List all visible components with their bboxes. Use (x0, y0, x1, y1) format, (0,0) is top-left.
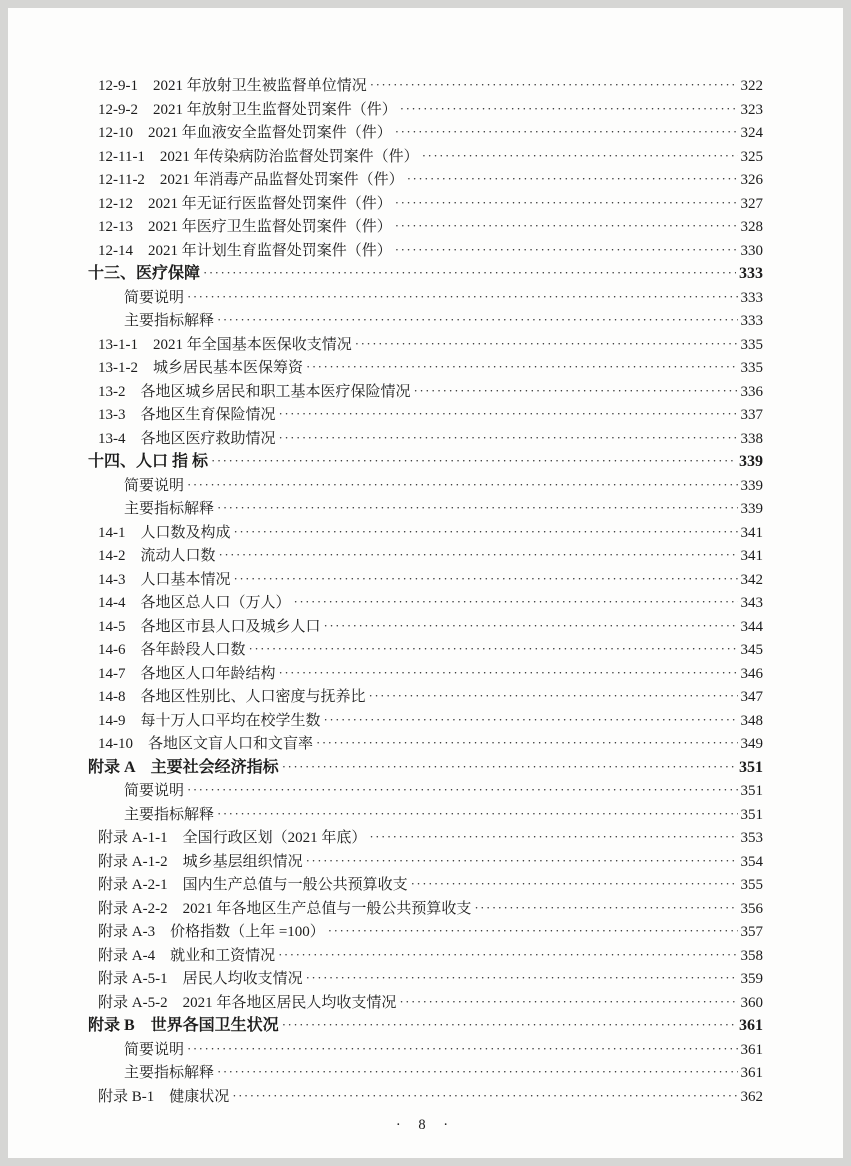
toc-entry-row (88, 98, 763, 122)
toc-leader-dots (399, 990, 737, 1014)
toc-entry-label: 12-11-2 2021 年消毒产品监督处罚案件（件） (98, 172, 404, 188)
toc-entry-row (88, 897, 763, 921)
toc-leader-dots (400, 97, 738, 121)
toc-leader-dots (232, 1084, 737, 1108)
toc-page-number: 333 (739, 265, 763, 282)
page-footer (88, 1117, 763, 1134)
toc-entry-label: 13-1-1 2021 年全国基本医保收支情况 (98, 336, 352, 353)
toc-page-number: 346 (740, 665, 763, 682)
toc-leader-dots (234, 567, 738, 591)
toc-entry-label: 12-14 2021 年计划生育监督处罚案件（件） (98, 242, 392, 259)
toc-section-row (88, 1014, 763, 1038)
toc-leader-dots (422, 144, 738, 168)
toc-entry-label: 主要指标解释 (124, 1065, 215, 1081)
toc-entry-label: 附录 A-2-1 国内生产总值与一般公共预算收支 (98, 877, 408, 893)
toc-leader-dots (279, 661, 738, 685)
toc-entry-label: 附录 A-1-2 城乡基层组织情况 (98, 853, 303, 870)
toc-leader-dots (187, 1037, 737, 1061)
toc-entry-row (88, 732, 763, 756)
toc-page-number: 359 (740, 971, 763, 987)
toc-page-number: 349 (740, 736, 763, 752)
toc-entry-row (88, 685, 763, 709)
toc-entry-row (88, 1038, 763, 1062)
toc-leader-dots (395, 214, 738, 238)
toc-page-number: 358 (740, 947, 763, 964)
toc-page-number: 351 (740, 783, 763, 799)
toc-page-number: 353 (740, 830, 763, 846)
toc-entry-label: 13-1-2 城乡居民基本医保筹资 (98, 360, 303, 376)
toc-entry-row (88, 873, 763, 897)
toc-leader-dots (407, 167, 738, 191)
toc-page-number: 338 (740, 430, 763, 447)
toc-page-number: 325 (740, 148, 763, 165)
toc-leader-dots (211, 449, 736, 473)
toc-page-number: 344 (740, 618, 763, 635)
toc-page-number: 339 (739, 453, 763, 470)
toc-entry-row (88, 615, 763, 639)
toc-leader-dots (306, 355, 738, 379)
toc-list (88, 74, 763, 1108)
toc-leader-dots (306, 849, 738, 873)
toc-entry-label: 主要指标解释 (124, 806, 215, 823)
toc-entry-row (88, 286, 763, 310)
toc-entry-row (88, 427, 763, 451)
toc-entry-label: 14-9 每十万人口平均在校学生数 (98, 712, 321, 729)
toc-entry-label: 附录 A-3 价格指数（上年 =100） (98, 924, 325, 940)
toc-leader-dots (187, 285, 737, 309)
toc-entry-row (88, 74, 763, 98)
toc-entry-row (88, 638, 763, 662)
toc-leader-dots (187, 778, 737, 802)
toc-entry-row (88, 1085, 763, 1109)
toc-page-number: 333 (740, 313, 763, 329)
toc-entry-row (88, 309, 763, 333)
toc-page-number: 361 (740, 1041, 763, 1058)
toc-section-row (88, 450, 763, 474)
toc-entry-label: 附录 A-2-2 2021 年各地区生产总值与一般公共预算收支 (98, 900, 472, 917)
toc-page-number: 345 (740, 642, 763, 658)
toc-entry-row (88, 215, 763, 239)
toc-page-number: 360 (740, 994, 763, 1011)
toc-page-number: 335 (740, 360, 763, 376)
toc-entry-row (88, 944, 763, 968)
toc-leader-dots (316, 731, 738, 755)
toc-entry-row (88, 497, 763, 521)
toc-leader-dots (234, 520, 738, 544)
toc-leader-dots (217, 1060, 737, 1084)
toc-leader-dots (219, 543, 738, 567)
toc-page-number: 327 (740, 195, 763, 212)
toc-page-number: 336 (740, 383, 763, 400)
toc-leader-dots (306, 966, 738, 990)
toc-entry-label: 14-6 各年龄段人口数 (98, 642, 246, 658)
toc-page-number: 337 (740, 407, 763, 423)
toc-leader-dots (279, 402, 738, 426)
toc-entry-label: 简要说明 (124, 289, 185, 306)
toc-entry-label: 14-2 流动人口数 (98, 548, 216, 564)
toc-entry-label: 13-2 各地区城乡居民和职工基本医疗保险情况 (98, 383, 411, 400)
toc-entry-label: 14-8 各地区性别比、人口密度与抚养比 (98, 689, 366, 705)
toc-entry-row (88, 709, 763, 733)
toc-entry-row (88, 591, 763, 615)
toc-entry-label: 主要指标解释 (124, 313, 215, 329)
toc-entry-label: 14-10 各地区文盲人口和文盲率 (98, 736, 313, 752)
toc-leader-dots (370, 73, 738, 97)
toc-entry-row (88, 991, 763, 1015)
toc-entry-row (88, 145, 763, 169)
toc-page-number: 322 (740, 78, 763, 94)
toc-entry-row (88, 920, 763, 944)
toc-entry-label: 14-7 各地区人口年龄结构 (98, 665, 276, 682)
toc-page-number: 351 (739, 758, 763, 776)
toc-page-number: 351 (740, 806, 763, 823)
toc-leader-dots (474, 896, 737, 920)
toc-page-number: 354 (740, 853, 763, 870)
toc-page-number: 339 (740, 501, 763, 517)
toc-section-row (88, 262, 763, 286)
toc-page-number: 343 (740, 595, 763, 611)
toc-leader-dots (324, 614, 738, 638)
toc-page-number: 323 (740, 101, 763, 118)
toc-page-number: 342 (740, 571, 763, 588)
toc-entry-label: 14-1 人口数及构成 (98, 524, 231, 541)
toc-entry-row (88, 568, 763, 592)
toc-page-number: 361 (739, 1017, 763, 1034)
toc-entry-label: 十三、医疗保障 (88, 265, 201, 282)
toc-entry-label: 12-13 2021 年医疗卫生监督处罚案件（件） (98, 219, 392, 235)
toc-leader-dots (282, 1013, 736, 1037)
toc-leader-dots (395, 191, 738, 215)
toc-entry-label: 主要指标解释 (124, 501, 215, 517)
toc-page-number: 335 (740, 336, 763, 353)
toc-entry-label: 12-10 2021 年血液安全监督处罚案件（件） (98, 125, 392, 141)
toc-leader-dots (217, 802, 737, 826)
toc-page-number: 339 (740, 477, 763, 494)
toc-leader-dots (203, 261, 736, 285)
toc-entry-label: 附录 A-5-2 2021 年各地区居民人均收支情况 (98, 994, 397, 1011)
toc-page-number: 361 (740, 1065, 763, 1081)
footer-page-number: · 8 · (395, 1117, 456, 1133)
toc-entry-label: 附录 A-4 就业和工资情况 (98, 947, 276, 964)
toc-entry-row (88, 403, 763, 427)
toc-entry-label: 附录 A 主要社会经济指标 (88, 758, 279, 776)
toc-entry-label: 十四、人口 指 标 (88, 453, 209, 470)
toc-entry-row (88, 121, 763, 145)
toc-entry-label: 14-4 各地区总人口（万人） (98, 595, 291, 611)
toc-leader-dots (249, 637, 738, 661)
toc-page-number: 326 (740, 172, 763, 188)
toc-entry-label: 13-3 各地区生育保险情况 (98, 407, 276, 423)
toc-page-number: 347 (740, 689, 763, 705)
toc-leader-dots (411, 872, 738, 896)
toc-page-number: 333 (740, 289, 763, 306)
toc-leader-dots (187, 473, 737, 497)
toc-entry-label: 14-5 各地区市县人口及城乡人口 (98, 618, 321, 635)
toc-entry-row (88, 967, 763, 991)
toc-entry-label: 13-4 各地区医疗救助情况 (98, 430, 276, 447)
toc-page-number: 341 (740, 548, 763, 564)
toc-entry-row (88, 662, 763, 686)
toc-entry-label: 12-12 2021 年无证行医监督处罚案件（件） (98, 195, 392, 212)
toc-page-number: 328 (740, 219, 763, 235)
toc-leader-dots (355, 332, 738, 356)
toc-entry-label: 附录 A-5-1 居民人均收支情况 (98, 971, 303, 987)
toc-entry-row (88, 474, 763, 498)
toc-leader-dots (369, 825, 737, 849)
toc-entry-label: 附录 A-1-1 全国行政区划（2021 年底） (98, 830, 367, 846)
toc-leader-dots (217, 308, 737, 332)
toc-entry-row (88, 1061, 763, 1085)
toc-page-number: 330 (740, 242, 763, 259)
toc-entry-label: 14-3 人口基本情况 (98, 571, 231, 588)
toc-entry-label: 12-9-1 2021 年放射卫生被监督单位情况 (98, 78, 367, 94)
toc-entry-label: 附录 B-1 健康状况 (98, 1088, 230, 1105)
toc-entry-row (88, 544, 763, 568)
toc-leader-dots (282, 755, 736, 779)
toc-entry-row (88, 826, 763, 850)
toc-leader-dots (324, 708, 738, 732)
toc-section-row (88, 756, 763, 780)
toc-entry-row (88, 192, 763, 216)
toc-page-number: 362 (740, 1088, 763, 1105)
toc-page-number: 348 (740, 712, 763, 729)
toc-entry-label: 简要说明 (124, 477, 185, 494)
toc-entry-label: 12-11-1 2021 年传染病防治监督处罚案件（件） (98, 148, 419, 165)
toc-entry-label: 12-9-2 2021 年放射卫生监督处罚案件（件） (98, 101, 397, 118)
toc-entry-row (88, 239, 763, 263)
toc-leader-dots (278, 943, 737, 967)
toc-entry-row (88, 803, 763, 827)
toc-leader-dots (328, 919, 738, 943)
toc-entry-row (88, 380, 763, 404)
toc-page-number: 357 (740, 924, 763, 940)
toc-page-number: 355 (740, 877, 763, 893)
toc-leader-dots (294, 590, 738, 614)
toc-entry-row (88, 168, 763, 192)
toc-page-number: 324 (740, 125, 763, 141)
toc-leader-dots (279, 426, 738, 450)
document-page (8, 8, 843, 1158)
toc-page-number: 341 (740, 524, 763, 541)
toc-leader-dots (395, 120, 738, 144)
toc-leader-dots (217, 496, 737, 520)
toc-entry-label: 附录 B 世界各国卫生状况 (88, 1017, 279, 1034)
toc-page-number: 356 (740, 900, 763, 917)
toc-entry-row (88, 779, 763, 803)
toc-entry-label: 简要说明 (124, 1041, 185, 1058)
toc-leader-dots (414, 379, 738, 403)
toc-entry-row (88, 333, 763, 357)
toc-entry-row (88, 521, 763, 545)
toc-leader-dots (369, 684, 738, 708)
toc-entry-row (88, 356, 763, 380)
toc-leader-dots (395, 238, 738, 262)
toc-entry-row (88, 850, 763, 874)
toc-entry-label: 简要说明 (124, 783, 185, 799)
